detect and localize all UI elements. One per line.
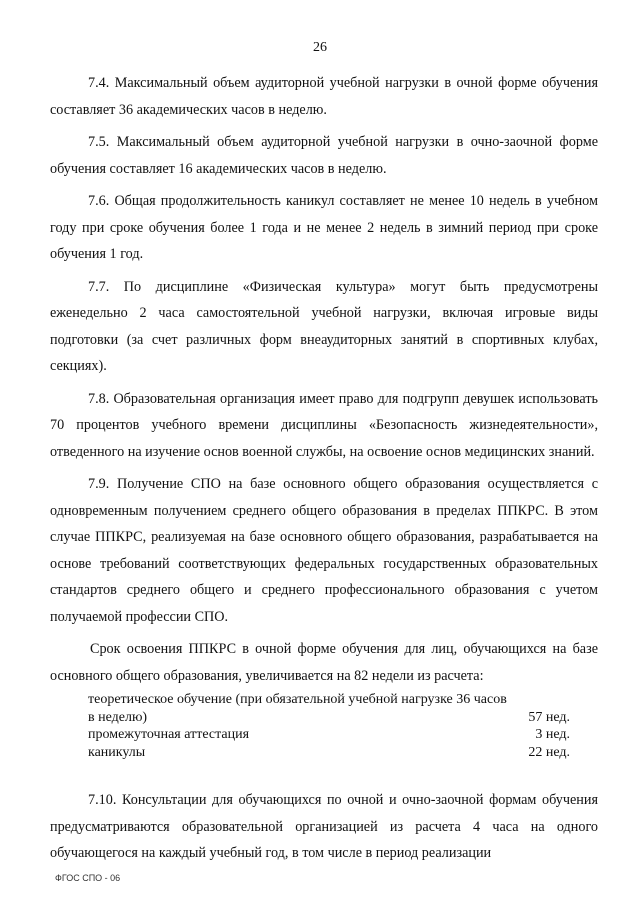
schedule-list (88, 691, 570, 761)
document-footer: ФГОС СПО - 06 (55, 873, 121, 883)
paragraph-7-7: 7.7. По дисциплине «Физическая культура» могут быть предусмотрены еженедельно 2 часа самостоятельной учебной нагрузки, включая игровые виды подготовки (за счет различных форм внеаудиторных занятий в спортивных клубах, секциях). (50, 278, 598, 374)
paragraph-term: Срок освоения ППКРС в очной форме обучения для лиц, обучающихся на базе основного общего образования, увеличивается на 82 недели из расчета: (50, 641, 598, 684)
paragraph-7-6: 7.6. Общая продолжительность каникул составляет не менее 10 недель в учебном году при сроке обучения более 1 года и не менее 2 недель в зимний период при сроке обучения 1 год. (50, 193, 598, 262)
schedule-value: 57 нед. (528, 709, 570, 725)
paragraph-7-8: 7.8. Образовательная организация имеет право для подгрупп девушек использовать 70 процентов учебного времени дисциплины «Безопасность жизнедеятельности», отведенного на изучение основ военной службы, на освоение основ медицинских знаний. (50, 390, 598, 460)
schedule-label: теоретическое обучение (при обязательной учебной нагрузке 36 часов в неделю) (88, 692, 507, 725)
schedule-label: промежуточная аттестация (88, 727, 250, 742)
paragraph-7-9: 7.9. Получение СПО на базе основного общего образования осуществляется с одновременным получением среднего общего образования в пределах ППКРС. В этом случае ППКРС, реализуемая на базе основного общего образования, разрабатывается на основе требований соответствующих федеральных государственных образовательных стандартов среднего общего и среднего профессионального образования с учетом получаемой профессии СПО. (50, 476, 598, 625)
paragraph-7-10: 7.10. Консультации для обучающихся по очной и очно-заочной формам обучения предусматриваются образовательной организацией из расчета 4 часа на одного обучающегося на каждый учебный год, в том числе в период реализации (50, 792, 598, 861)
schedule-row (88, 691, 570, 726)
schedule-row (88, 744, 570, 762)
schedule-row (88, 726, 570, 744)
document-body (50, 70, 598, 873)
paragraph-7-4: 7.4. Максимальный объем аудиторной учебной нагрузки в очной форме обучения составляет 36 академических часов в неделю. (50, 75, 598, 118)
paragraph-7-5: 7.5. Максимальный объем аудиторной учебной нагрузки в очно-заочной форме обучения составляет 16 академических часов в неделю. (50, 134, 598, 177)
schedule-value: 22 нед. (528, 744, 570, 760)
schedule-label: каникулы (88, 744, 146, 760)
page-number: 26 (313, 40, 327, 55)
schedule-value: 3 нед. (535, 727, 570, 742)
